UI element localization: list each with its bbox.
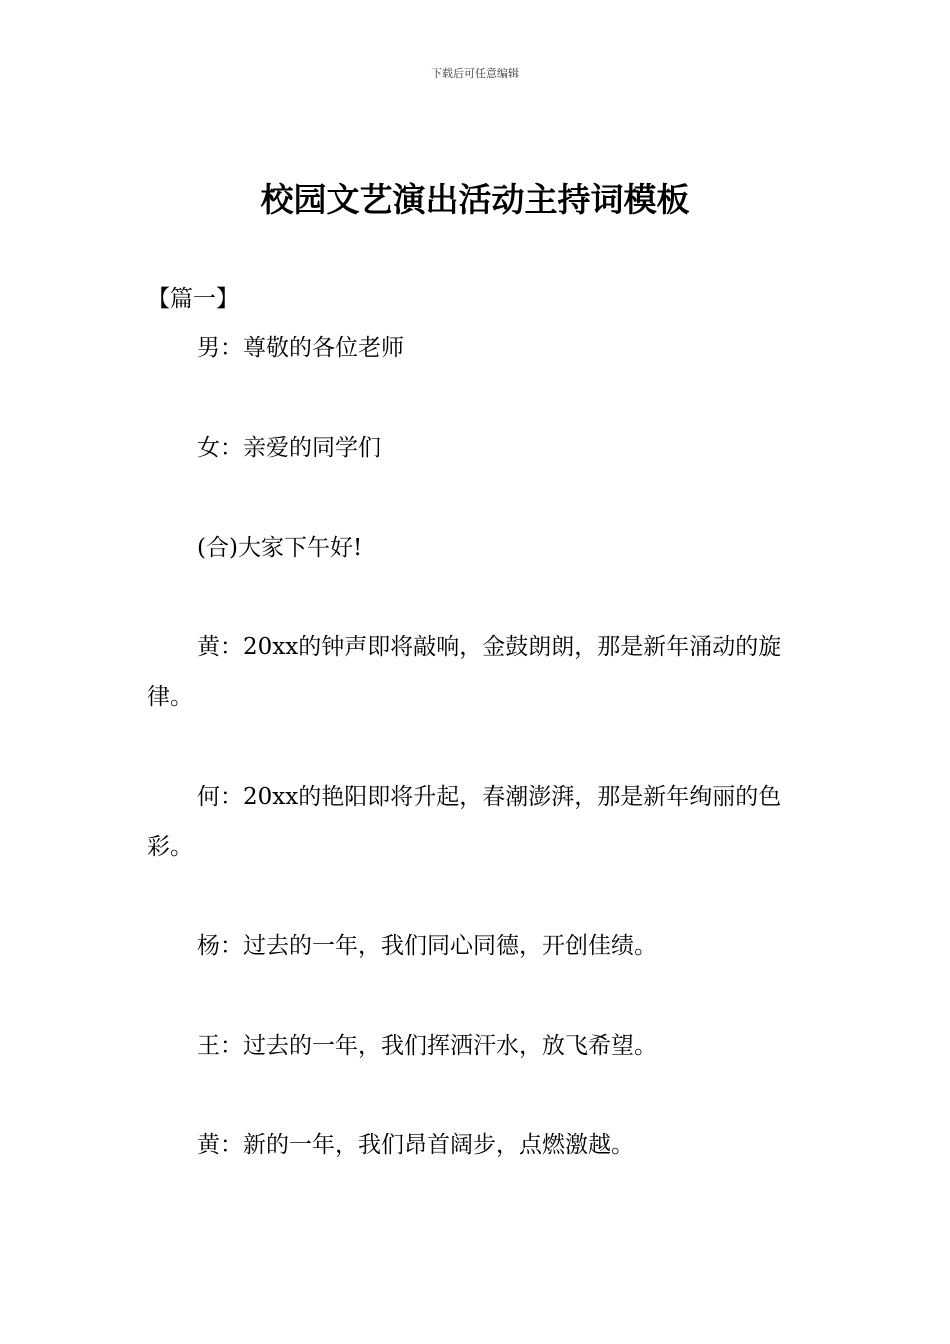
- paragraph: 王：过去的一年，我们挥洒汗水，放飞希望。: [197, 1033, 657, 1059]
- section-label: 【篇一】: [147, 286, 239, 312]
- paragraph: 杨：过去的一年，我们同心同德，开创佳绩。: [197, 933, 657, 959]
- document-title: 校园文艺演出活动主持词模板: [260, 180, 690, 219]
- header-note: 下载后可任意编辑: [431, 67, 519, 80]
- paragraph: 黄：新的一年，我们昂首阔步，点燃激越。: [197, 1132, 634, 1158]
- paragraph: 何：20xx的艳阳即将升起，春潮澎湃，那是新年绚丽的色彩。: [147, 784, 782, 860]
- paragraph: 男：尊敬的各位老师: [197, 335, 404, 361]
- paragraph: 黄：20xx的钟声即将敲响，金鼓朗朗，那是新年涌动的旋律。: [147, 634, 782, 710]
- paragraph: (合)大家下午好!: [197, 535, 363, 561]
- paragraph: 女：亲爱的同学们: [197, 435, 381, 461]
